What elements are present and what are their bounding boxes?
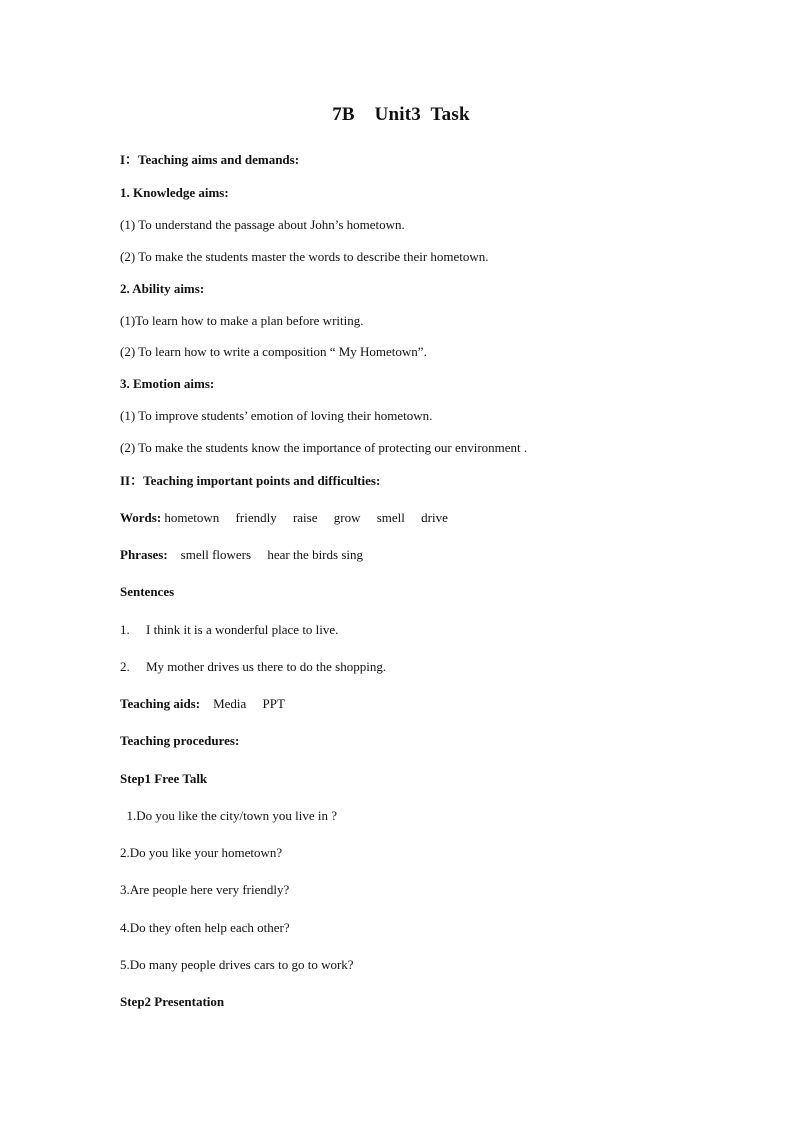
- step1-question-3: 3.Are people here very friendly?: [120, 882, 290, 897]
- step1-heading: Step1 Free Talk: [120, 771, 208, 786]
- step1-question-4: 4.Do they often help each other?: [120, 920, 290, 935]
- phrases-text: smell flowers hear the birds sing: [167, 547, 363, 562]
- step1-question-5: 5.Do many people drives cars to go to work?: [120, 957, 354, 972]
- knowledge-item-2: (2) To make the students master the words to describe their hometown.: [120, 249, 489, 264]
- words-line: [120, 510, 448, 526]
- procedures-heading: Teaching procedures:: [120, 733, 240, 748]
- ability-aims-heading: 2. Ability aims:: [120, 281, 205, 296]
- ability-item-1: (1)To learn how to make a plan before writing.: [120, 313, 364, 328]
- section1-heading: I：Teaching aims and demands:: [120, 152, 300, 167]
- page-title: 7B Unit3 Task: [332, 104, 470, 125]
- words-text: hometown friendly raise grow smell drive: [161, 510, 448, 525]
- phrases-label: Phrases:: [120, 547, 168, 562]
- sentence-1: 1. I think it is a wonderful place to live.: [120, 622, 339, 637]
- words-label: Words:: [120, 510, 162, 525]
- emotion-item-2: (2) To make the students know the importance of protecting our environment .: [120, 440, 528, 455]
- ability-item-2: (2) To learn how to write a composition “ My Hometown”.: [120, 344, 427, 359]
- knowledge-item-1: (1) To understand the passage about John’s hometown.: [120, 217, 405, 232]
- step1-question-1: 1.Do you like the city/town you live in ?: [120, 808, 337, 823]
- aids-line: [120, 696, 285, 712]
- step1-question-2: 2.Do you like your hometown?: [120, 845, 283, 860]
- phrases-line: [120, 547, 363, 563]
- sentence-2: 2. My mother drives us there to do the shopping.: [120, 659, 387, 674]
- aids-text: Media PPT: [200, 696, 285, 711]
- knowledge-aims-heading: 1. Knowledge aims:: [120, 185, 229, 200]
- section2-heading: II：Teaching important points and difficulties:: [120, 473, 381, 488]
- emotion-aims-heading: 3. Emotion aims:: [120, 376, 215, 391]
- sentences-heading: Sentences: [120, 584, 175, 599]
- aids-label: Teaching aids:: [120, 696, 201, 711]
- step2-heading: Step2 Presentation: [120, 994, 225, 1009]
- emotion-item-1: (1) To improve students’ emotion of loving their hometown.: [120, 408, 433, 423]
